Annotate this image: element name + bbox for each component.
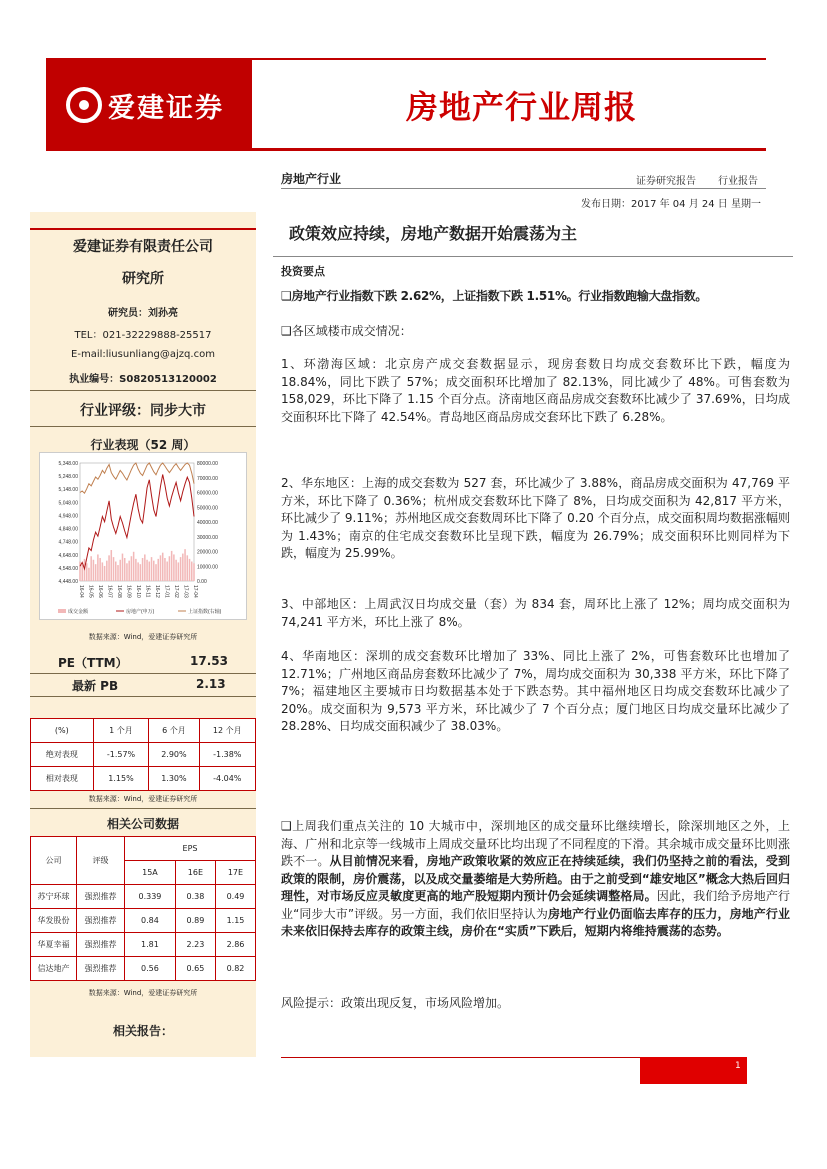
table-cell: 0.82 [215, 957, 255, 981]
table-cell: 华夏幸福 [31, 933, 77, 957]
paragraph-outlook [281, 818, 790, 941]
sector-label: 房地产行业 [281, 172, 342, 186]
sse-index-line [80, 463, 194, 493]
email[interactable]: E-mail:liusunliang@ajzq.com [71, 349, 215, 360]
table-header: 17E [215, 861, 255, 885]
right-axis-tick: 40000.00 [197, 520, 218, 526]
performance-table [30, 718, 256, 791]
outlook-text-c: 因此，我们给予房地产行业“同步大市”评级。另一方面，我们依旧坚持认为 [281, 889, 790, 921]
table-row [31, 957, 256, 981]
volume-bar [180, 557, 182, 581]
volume-bar [189, 559, 191, 581]
risk-warning: 风险提示：政策出现反复，市场风险增加。 [281, 996, 510, 1010]
volume-bar [117, 565, 119, 581]
legend-swatch [58, 609, 66, 613]
right-axis-tick: 30000.00 [197, 534, 218, 541]
x-axis-tick: 16-12 [154, 585, 160, 598]
volume-bar [173, 554, 175, 581]
x-axis-tick: 16-11 [144, 585, 151, 598]
divider [30, 390, 256, 391]
table-row [31, 885, 256, 909]
outlook-text-d: 房地产行业仍面临去库存的压力，房地产行业未来依旧保持去库存的政策主线，房价在“实质”下跌后，短期内将维持震荡的态势。 [281, 906, 790, 938]
volume-bar [104, 566, 106, 581]
investment-highlights-heading: 投资要点 [281, 265, 325, 278]
left-axis-tick: 5,348.00 [58, 461, 78, 467]
table-header: 15A [125, 861, 176, 885]
company-table-source: 数据来源：Wind，爱建证券研究所 [88, 989, 198, 997]
table-header: 评级 [77, 837, 125, 885]
bullet-index-performance: ❑房地产行业指数下跌 2.62%，上证指数下跌 1.51%。行业指数跑输大盘指数。 [281, 289, 708, 303]
volume-bar [126, 563, 128, 581]
table-header: 1 个月 [93, 719, 149, 743]
table-cell: 相对表现 [31, 767, 94, 791]
left-axis-tick: 4,448.00 [58, 579, 78, 585]
telephone: TEL：021-32229888-25517 [74, 330, 212, 341]
table-header: EPS [125, 837, 256, 861]
logo-text: 爱建证券 [108, 93, 224, 124]
volume-bar [102, 562, 104, 581]
table-header: 16E [175, 861, 215, 885]
volume-bar [88, 568, 90, 581]
institute-name: 研究所 [122, 271, 164, 287]
volume-bar [93, 560, 95, 581]
table-cell: 信达地产 [31, 957, 77, 981]
chart-svg [40, 453, 246, 619]
header-rule [46, 148, 766, 151]
left-axis-tick: 5,048.00 [58, 500, 78, 507]
volume-bar [97, 554, 99, 581]
legend-label: 房地产(申万) [126, 609, 155, 615]
volume-bar [137, 562, 139, 581]
volume-bar [171, 551, 173, 581]
volume-bar [162, 553, 164, 581]
table-cell: 1.15% [93, 767, 149, 791]
analyst: 研究员：刘孙亮 [108, 308, 178, 319]
table-cell: 2.86 [215, 933, 255, 957]
table-cell: 0.339 [125, 885, 176, 909]
sub-header-rule [281, 188, 766, 189]
outlook-text-b: 从目前情况来看，房地产政策收紧的效应正在持续延续，我们仍坚持之前的看法，受到政策的限制，房价震荡，以及成交量萎缩是大势所趋。由于之前受到“雄安地区”概念大热后回归理性，对市场反应灵敏度更高的地产股短期内预计仍会延续调整格局。 [281, 854, 790, 903]
volume-bar [184, 549, 186, 581]
volume-bar [99, 558, 101, 581]
volume-bar [164, 558, 166, 581]
legend-label: 成交金额 [68, 609, 89, 615]
table-cell: 绝对表现 [31, 743, 94, 767]
doc-type-research: 证券研究报告 [636, 176, 696, 187]
left-axis-tick: 5,148.00 [58, 487, 78, 494]
volume-bar [128, 561, 130, 581]
left-axis-tick: 4,848.00 [58, 526, 78, 533]
volume-bar [86, 563, 88, 581]
volume-bar [124, 558, 126, 581]
right-axis-tick: 0.00 [197, 579, 207, 585]
right-axis-tick: 60000.00 [197, 490, 218, 497]
volume-bar [187, 555, 189, 581]
divider [30, 673, 256, 674]
table-cell: 华发股份 [31, 909, 77, 933]
industry-rating: 行业评级：同步大市 [80, 403, 206, 419]
article-title: 政策效应持续，房地产数据开始震荡为主 [289, 224, 578, 243]
volume-bar [135, 559, 137, 581]
divider [30, 808, 256, 809]
divider [30, 696, 256, 697]
table-cell: -1.57% [93, 743, 149, 767]
table-cell: 1.15 [215, 909, 255, 933]
volume-bar [113, 557, 115, 581]
table-cell: 2.90% [149, 743, 199, 767]
x-axis-tick: 16-04 [78, 585, 84, 598]
left-axis-tick: 4,748.00 [58, 539, 78, 546]
x-axis-tick: 16-07 [106, 585, 113, 598]
x-axis-tick: 16-10 [135, 585, 141, 598]
volume-bar [169, 556, 171, 581]
left-axis-tick: 4,948.00 [58, 513, 78, 520]
table-cell: 苏宁环球 [31, 885, 77, 909]
table-cell: 强烈推荐 [77, 933, 125, 957]
volume-bar [140, 564, 142, 581]
company-table [30, 836, 256, 981]
table-header-row [31, 837, 256, 861]
x-axis-tick: 16-06 [97, 585, 103, 598]
page-number: 1 [735, 1061, 741, 1071]
paragraph-central: 3、中部地区：上周武汉日均成交量（套）为 834 套，周环比上涨了 12%；周均成交面积为 74,241 平方米，环比上涨了 8%。 [281, 597, 790, 629]
x-axis-tick: 16-08 [116, 585, 122, 598]
volume-bar [108, 555, 110, 581]
table-cell: 0.84 [125, 909, 176, 933]
table-cell: 强烈推荐 [77, 957, 125, 981]
bullet-regional-heading: ❑各区域楼市成交情况： [281, 324, 412, 338]
volume-bar [157, 559, 159, 581]
outlook-text-a: ❑上周我们重点关注的 10 大城市中，深圳地区的成交量环比继续增长，除深圳地区之外，上海、广州和北京等一线城市上周成交量环比均出现了不同程度的下滑。其余城市成交量环比则涨跌不一。 [281, 819, 790, 868]
table-cell: 0.49 [215, 885, 255, 909]
table-cell: 强烈推荐 [77, 885, 125, 909]
volume-bar [95, 564, 97, 581]
table-cell: 2.23 [175, 933, 215, 957]
volume-bar [151, 557, 153, 581]
logo [46, 60, 252, 148]
volume-bar [182, 554, 184, 581]
plot-area [80, 463, 194, 581]
x-axis-tick: 17-01 [163, 585, 170, 598]
volume-bar [81, 565, 83, 581]
title-rule [273, 256, 793, 257]
x-axis-tick: 16-09 [125, 585, 132, 598]
related-reports-title: 相关报告： [112, 1024, 173, 1038]
left-axis-tick: 5,248.00 [58, 474, 78, 481]
volume-bar [119, 560, 121, 581]
related-companies-title: 相关公司数据 [106, 817, 179, 831]
table-cell: 1.81 [125, 933, 176, 957]
x-axis-tick: 17-02 [173, 585, 179, 598]
report-title: 房地产行业周报 [406, 88, 638, 126]
divider [30, 426, 256, 427]
table-cell: 0.65 [175, 957, 215, 981]
volume-bar [153, 561, 155, 581]
x-axis-tick: 17-03 [182, 585, 189, 598]
volume-bar [111, 550, 113, 581]
pb-label: 最新 PB [72, 679, 119, 693]
table-cell: 强烈推荐 [77, 909, 125, 933]
volume-bar [122, 554, 124, 581]
volume-bar [146, 560, 148, 581]
right-axis-tick: 10000.00 [197, 564, 218, 571]
pe-value: 17.53 [190, 654, 228, 668]
table-cell: 0.89 [175, 909, 215, 933]
page-number-box [640, 1057, 747, 1084]
table-row [31, 767, 256, 791]
table-cell: 1.30% [149, 767, 199, 791]
paragraph-south-china: 4、华南地区：深圳的成交套数环比增加了 33%、同比上涨了 2%，可售套数环比也增加了 12.71%；广州地区商品房套数环比减少了 7%，周均成交面积为 30,338 平方米，环比下降了 7%；福建地区主要城市日均数据基本处于下跌态势。其中福州地区日均成交套数环比减少了 20%。成交面积为 9,573 平方米，环比减少了 7 个百分点；厦门地区日均成交量环比减少了 28.28%、日均成交面积减少了 38.03%。 [281, 649, 790, 733]
sidebar [30, 212, 256, 1057]
volume-bar [160, 555, 162, 581]
volume-bar [166, 562, 168, 581]
certificate-number: 执业编号：S0820513120002 [69, 374, 217, 385]
table-cell: -1.38% [199, 743, 256, 767]
x-axis-tick: 16-05 [87, 585, 94, 598]
table-row [31, 743, 256, 767]
volume-bar [193, 563, 195, 581]
realestate-line [80, 475, 194, 569]
table-cell: -4.04% [199, 767, 256, 791]
publish-date: 发布日期：2017 年 04 月 24 日 星期一 [581, 199, 761, 210]
table-cell: 0.56 [125, 957, 176, 981]
volume-bar [131, 556, 133, 581]
volume-bar [144, 554, 146, 581]
table-row [31, 933, 256, 957]
volume-bar [175, 560, 177, 581]
volume-bar [90, 556, 92, 581]
table-header: 公司 [31, 837, 77, 885]
pb-value: 2.13 [196, 677, 226, 691]
volume-bar [142, 558, 144, 581]
x-axis-tick: 17-04 [192, 585, 198, 598]
table-row [31, 909, 256, 933]
volume-bar [191, 562, 193, 581]
volume-bar [149, 562, 151, 581]
paragraph-bohai: 1、环渤海区域：北京房产成交套数据显示，现房套数日均成交套数环比下跌，幅度为 18.84%，同比下跌了 57%；成交面积环比增加了 82.13%，同比减少了 48%。可售套数为 158,029，环比下降了 1.15 个百分点。济南地区商品房成交套数环比减少了 37.69%，日均成交面积环比下降了 42.54%。青岛地区商品房成交套环比下跌了 6.28%。 [281, 357, 790, 424]
volume-bar [155, 564, 157, 581]
volume-bar [178, 562, 180, 581]
right-axis-tick: 70000.00 [197, 475, 218, 482]
left-axis-tick: 4,648.00 [58, 552, 78, 559]
pe-label: PE（TTM） [58, 656, 128, 670]
performance-chart-title: 行业表现（52 周） [90, 438, 196, 452]
right-axis-tick: 50000.00 [197, 505, 218, 512]
legend-label: 上证指数(右轴) [188, 609, 222, 615]
volume-bar [106, 561, 108, 581]
table-header-row [31, 719, 256, 743]
left-axis-tick: 4,548.00 [58, 565, 78, 572]
performance-source: 数据来源：Wind，爱建证券研究所 [88, 795, 198, 803]
table-header: (%) [31, 719, 94, 743]
table-header: 6 个月 [149, 719, 199, 743]
right-axis-tick: 80000.00 [197, 461, 218, 467]
logo-mark-icon [66, 87, 102, 123]
company-name: 爱建证券有限责任公司 [73, 239, 213, 255]
sidebar-top-rule [30, 228, 256, 230]
volume-bar [115, 562, 117, 581]
performance-chart [39, 452, 247, 620]
table-cell: 0.38 [175, 885, 215, 909]
right-axis-tick: 20000.00 [197, 549, 218, 556]
volume-bar [133, 552, 135, 581]
paragraph-east-china: 2、华东地区：上海的成交套数为 527 套，环比减少了 3.88%，商品房成交面积为 47,769 平方米，环比下降了 0.36%；杭州成交套数环比下降了 8%，日均成交面积为 42,817 平方米，环比减少了 9.11%；苏州地区成交套数周环比下降了 0.20 个百分点，成交面积周均数据涨幅则为 1.43%；南京的住宅成交套数环比呈现下跌，幅度为 26.79%；成交面积环比则同样为下跌，幅度为 25.99%。 [281, 476, 790, 560]
chart-source: 数据来源：Wind，爱建证券研究所 [88, 633, 198, 641]
table-header: 12 个月 [199, 719, 256, 743]
doc-type-industry: 行业报告 [718, 176, 758, 187]
